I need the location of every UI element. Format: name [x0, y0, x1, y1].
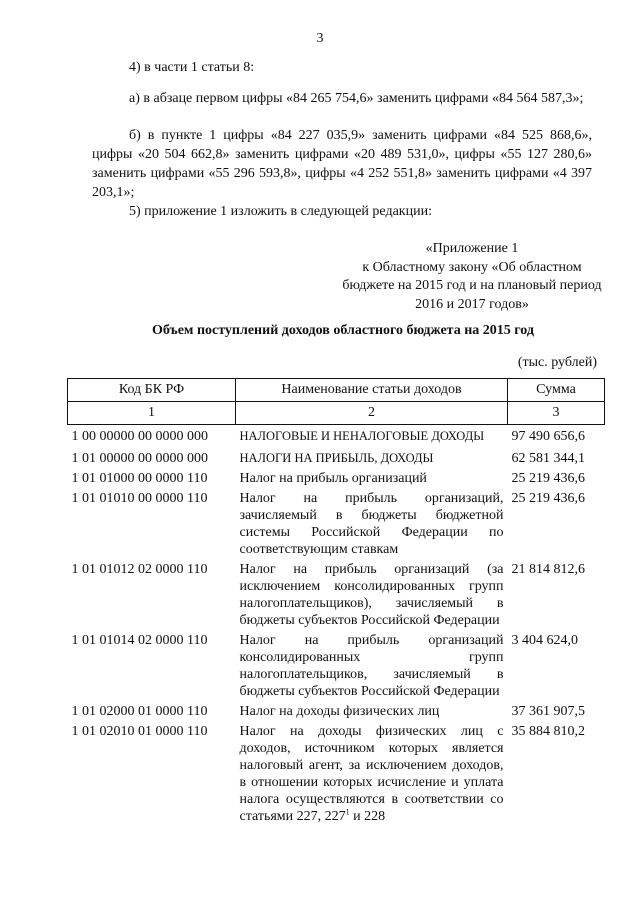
row-name: Налог на доходы физических лиц — [239, 703, 440, 719]
table-row — [68, 447, 605, 467]
row-name: НАЛОГИ НА ПРИБЫЛЬ, ДОХОДЫ — [239, 450, 434, 465]
table-row — [68, 487, 605, 558]
row-sum: 21 814 812,6 — [511, 561, 585, 577]
table-row — [68, 558, 605, 629]
row-name: Налог на прибыль организаций консолидированных групп налогоплательщиков, зачисляемый в бюджеты субъектов Российской Федерации — [239, 632, 504, 699]
row-name — [236, 720, 508, 825]
row-name-superscript: 1 — [345, 806, 350, 816]
table-row — [68, 700, 605, 720]
amendment-item-b: б) в пункте 1 цифры «84 227 035,9» заменить цифрами «84 525 868,6», цифры «20 504 662,8» заменить цифрами «20 489 531,0», цифры «55 127 280,6» заменить цифрами «55 296 593,8», цифры «4 252 551,8» заменить цифрами «4 397 203,1»; — [92, 128, 592, 200]
table-row — [68, 629, 605, 700]
row-code: 1 01 02010 01 0000 110 — [71, 723, 208, 739]
revenue-table — [67, 378, 605, 825]
row-name: Налог на прибыль организаций, зачисляемый в бюджеты бюджетной системы Российской Федерации по соответствующим ставкам — [239, 490, 504, 557]
row-sum: 37 361 907,5 — [511, 703, 585, 719]
page-number: 3 — [316, 31, 324, 46]
row-sum: 3 404 624,0 — [511, 632, 578, 648]
appendix-line-1: «Приложение 1 — [425, 241, 519, 256]
row-sum: 62 581 344,1 — [511, 450, 585, 466]
numbering-sum: 3 — [508, 402, 605, 425]
table-row — [68, 425, 605, 447]
units-label: (тыс. рублей) — [517, 355, 597, 370]
row-name: НАЛОГОВЫЕ И НЕНАЛОГОВЫЕ ДОХОДЫ — [239, 429, 485, 443]
row-code: 1 01 01000 00 0000 110 — [71, 470, 208, 486]
numbering-code: 1 — [68, 402, 236, 425]
table-title: Объем поступлений доходов областного бюджета на 2015 год — [152, 323, 534, 338]
amendment-item-a: а) в абзаце первом цифры «84 265 754,6» заменить цифрами «84 564 587,3»; — [129, 91, 584, 106]
table-header-row — [68, 379, 605, 402]
row-sum: 35 884 810,2 — [511, 723, 585, 739]
row-code: 1 01 01014 02 0000 110 — [71, 632, 208, 648]
numbering-name: 2 — [236, 402, 508, 425]
row-sum: 25 219 436,6 — [511, 470, 585, 486]
amendment-item-5: 5) приложение 1 изложить в следующей редакции: — [129, 204, 432, 219]
row-code: 1 00 00000 00 0000 000 — [71, 429, 208, 444]
row-name: Налог на прибыль организаций — [239, 470, 427, 486]
header-code: Код БК РФ — [68, 379, 236, 402]
row-name-text: Налог на доходы физических лиц с доходов, источником которых является налоговый агент, за исключением доходов, в отношении которых исчисление и уплата налога осуществляются в соответствии со статьями 227, 227 — [239, 723, 504, 824]
row-code: 1 01 01010 00 0000 110 — [71, 490, 208, 506]
appendix-line-2: к Областному закону «Об областном бюджете на 2015 год и на плановый период 2016 и 2017 годов» — [342, 259, 602, 312]
table-numbering-row — [68, 402, 605, 425]
row-name-tail: и 228 — [349, 808, 386, 824]
amendment-item-4: 4) в части 1 статьи 8: — [129, 60, 255, 75]
row-name: Налог на прибыль организаций (за исключением консолидированных групп налогоплательщиков), зачисляемый в бюджеты субъектов Российской Федерации — [239, 561, 504, 628]
table-row — [68, 467, 605, 487]
header-sum: Сумма — [508, 379, 605, 402]
header-name: Наименование статьи доходов — [236, 379, 508, 402]
row-code: 1 01 00000 00 0000 000 — [71, 450, 208, 466]
appendix-header — [338, 240, 606, 314]
row-sum: 97 490 656,6 — [511, 429, 585, 444]
table-row — [68, 720, 605, 825]
row-code: 1 01 02000 01 0000 110 — [71, 703, 208, 719]
row-sum: 25 219 436,6 — [511, 490, 585, 506]
row-code: 1 01 01012 02 0000 110 — [71, 561, 208, 577]
